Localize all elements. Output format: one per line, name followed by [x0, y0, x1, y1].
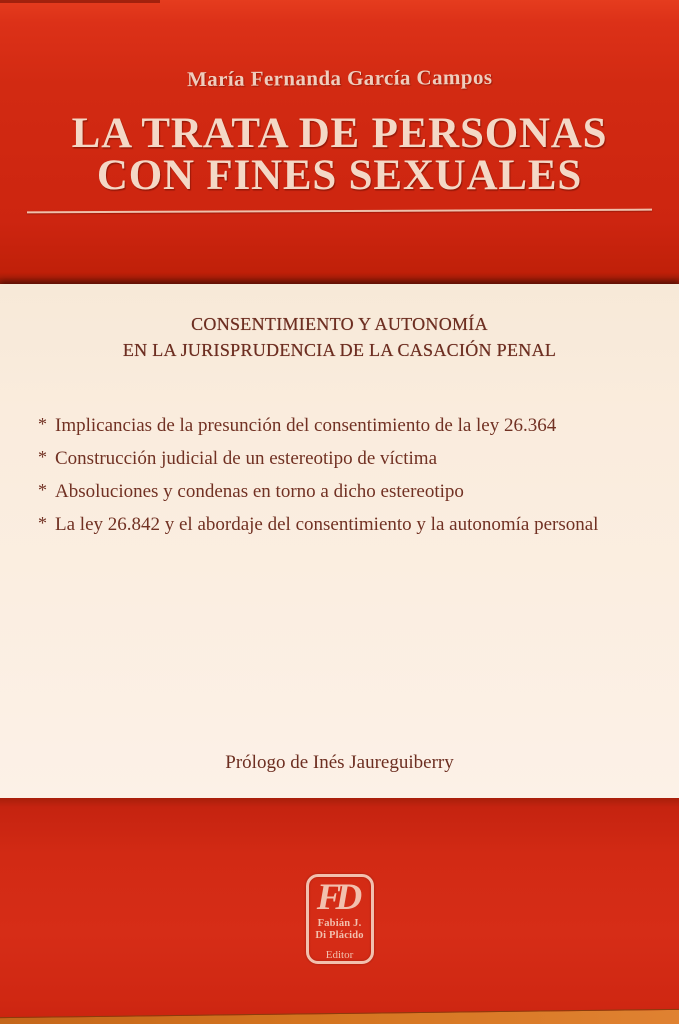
topic-item: [38, 515, 649, 535]
subtitle-line-1: CONSENTIMIENTO Y AUTONOMÍA: [191, 314, 488, 334]
author-name: María Fernanda García Campos: [186, 64, 493, 92]
publisher-role: Editor: [325, 949, 354, 961]
publisher-name-line-1: Fabián J.: [317, 918, 362, 929]
prologue-credit: Prólogo de Inés Jaureguiberry: [225, 752, 454, 773]
topic-text: Absoluciones y condenas en torno a dicho estereotipo: [55, 481, 464, 502]
subtitle: [0, 284, 679, 363]
subtitle-line-2: EN LA JURISPRUDENCIA DE LA CASACIÓN PENAL: [122, 340, 557, 360]
publisher-name-line-2: Di Plácido: [315, 930, 364, 941]
cover-top-section: [0, 0, 679, 284]
topic-text: La ley 26.842 y el abordaje del consentimiento y la autonomía personal: [55, 514, 599, 535]
cover-bottom-section: [0, 798, 679, 1024]
bullet-asterisk: *: [38, 513, 47, 533]
publisher-logo: [306, 874, 374, 964]
topic-text: Construcción judicial de un estereotipo de víctima: [55, 448, 438, 469]
book-title: [0, 110, 679, 199]
title-line-2: CON FINES SEXUALES: [96, 152, 583, 199]
bullet-asterisk: *: [38, 480, 47, 500]
publisher-name: [315, 918, 363, 942]
surface-edge-strip: [0, 1009, 679, 1024]
bullet-asterisk: *: [38, 447, 47, 467]
title-underline-rule: [27, 209, 652, 214]
center-panel: [0, 284, 679, 798]
topic-item: [38, 416, 649, 436]
title-line-1: LA TRATA DE PERSONAS: [71, 110, 608, 157]
topic-list: [38, 416, 649, 535]
topic-text: Implicancias de la presunción del consentimiento de la ley 26.364: [55, 415, 557, 436]
publisher-monogram-icon: FD: [316, 877, 357, 918]
bullet-asterisk: *: [38, 414, 47, 434]
topic-item: [38, 449, 649, 469]
topic-item: [38, 482, 649, 502]
